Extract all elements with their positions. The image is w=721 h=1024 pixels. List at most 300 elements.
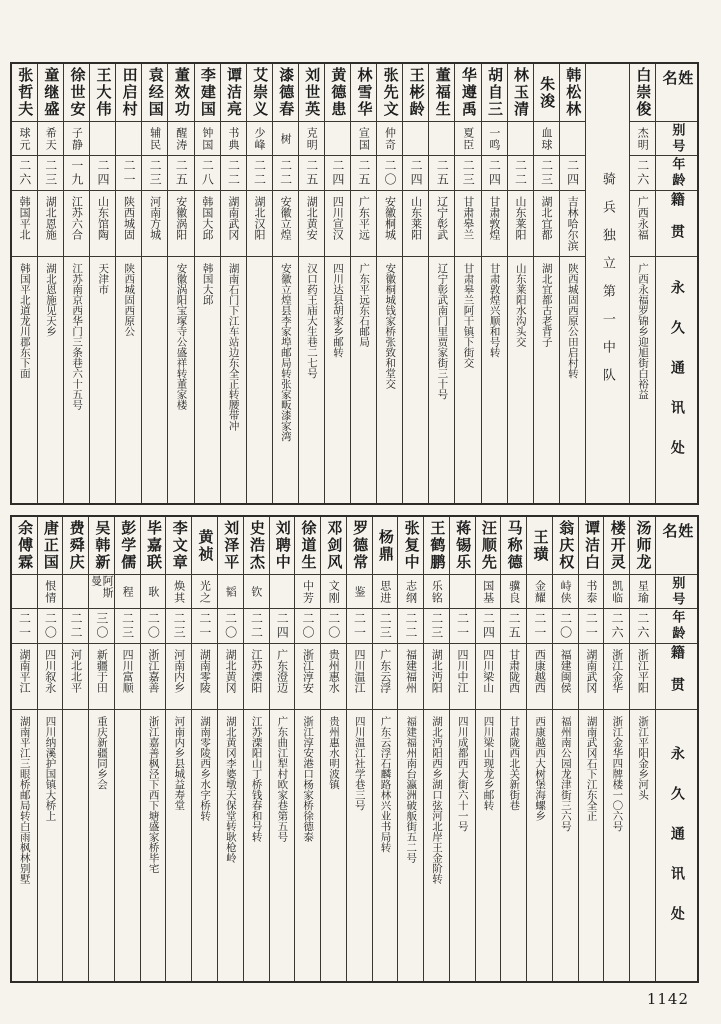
- person-name-cell: 王鹤鹏: [424, 517, 449, 575]
- person-address-cell: 天津市: [97, 263, 110, 295]
- person-address-cell: 湖南石门下江车站边东全正转腰带冲: [227, 263, 240, 431]
- person-address-cell: 湖北宜都古老背子: [540, 263, 553, 347]
- person-name-cell: 徐道生: [295, 517, 320, 575]
- person-age-cell: 二一: [192, 609, 217, 644]
- person-name-cell: 刘聘中: [270, 517, 295, 575]
- person-age-cell: 二四: [482, 156, 507, 191]
- person-name-cell: 吴韩新: [89, 517, 114, 575]
- person-address-cell: 浙江平阳金乡河头: [637, 716, 650, 800]
- person-column: [89, 64, 115, 503]
- person-name-cell: 张复中: [398, 517, 423, 575]
- person-address-cell: 陕西城固西原公: [123, 263, 136, 337]
- person-name-cell: 蒋锡乐: [450, 517, 475, 575]
- person-native-cell: 浙江平阳: [630, 644, 655, 710]
- person-alias-cell: 国基: [476, 575, 501, 609]
- person-alias-cell: 树: [273, 122, 298, 156]
- person-age-cell: 二五: [351, 156, 376, 191]
- person-age-cell: 二三: [166, 609, 191, 644]
- person-column: [62, 517, 88, 981]
- person-age-cell: 二六: [12, 156, 37, 191]
- person-address-cell: 四川成都西大街六十一号: [456, 716, 469, 832]
- person-native-cell: 山东馆陶: [90, 191, 115, 257]
- person-name-cell: 袁经国: [142, 64, 167, 122]
- person-address-cell: 广西永福罗锦乡迎旭街白裕益: [636, 263, 649, 400]
- person-native-cell: 吉林哈尔滨: [560, 191, 585, 257]
- person-age-cell: 二五: [429, 156, 454, 191]
- person-name-cell: 史浩杰: [244, 517, 269, 575]
- person-name-cell: 董福生: [429, 64, 454, 122]
- person-name-cell: 漆德春: [273, 64, 298, 122]
- person-native-cell: 韩国大邱: [195, 191, 220, 257]
- person-name-cell: 林雪华: [351, 64, 376, 122]
- person-age-cell: 二四: [90, 156, 115, 191]
- person-alias-cell: 克明: [299, 122, 324, 156]
- person-column: [220, 64, 246, 503]
- person-address-cell: [403, 257, 428, 503]
- person-column: [294, 517, 320, 981]
- person-name-cell: 楼开灵: [604, 517, 629, 575]
- person-address-cell: 四川纳溪护国镇大桥上: [44, 716, 57, 821]
- person-address-cell: 广东平远东石邮局: [358, 263, 371, 347]
- person-name-cell: 彭学儒: [115, 517, 140, 575]
- person-alias-cell: 少峰: [247, 122, 272, 156]
- person-age-cell: 二三: [38, 156, 63, 191]
- person-alias-cell: 杰明: [630, 122, 655, 156]
- person-native-cell: 韩国平北: [12, 191, 37, 257]
- page-number: 1142: [646, 990, 689, 1008]
- person-column: [12, 517, 37, 981]
- person-address-cell: 四川梁山现龙乡邮转: [482, 716, 495, 811]
- person-address-cell: 贵州惠水明波镇: [327, 716, 340, 790]
- person-age-cell: 二五: [168, 156, 193, 191]
- person-column: [37, 517, 63, 981]
- person-alias-cell: 希天: [38, 122, 63, 156]
- person-native-cell: 湖南武冈: [221, 191, 246, 257]
- person-address-cell: 山东莱阳水沟头交: [514, 263, 527, 347]
- person-address-cell: 四川温江社学巷三号: [353, 716, 366, 811]
- person-name-cell: 王璜: [527, 517, 552, 575]
- person-age-cell: 二〇: [218, 609, 243, 644]
- person-name-cell: 徐世安: [64, 64, 89, 122]
- person-name-cell: 艾崇义: [247, 64, 272, 122]
- person-column: [603, 517, 629, 981]
- person-address-cell: 浙江嘉善枫泾下西下塘盛家桥毕宅: [147, 716, 160, 874]
- person-alias-cell: 书典: [221, 122, 246, 156]
- person-name-cell: 田启村: [116, 64, 141, 122]
- person-native-cell: 江苏六合: [64, 191, 89, 257]
- person-address-cell: 福建福州南台瀛洲破舨街五二号: [405, 716, 418, 863]
- person-column: [449, 517, 475, 981]
- person-column: [243, 517, 269, 981]
- person-address-cell: 安徽涡阳宝塚寺公盛祥转董家楼: [175, 263, 188, 410]
- person-native-cell: 甘肃皋兰: [455, 191, 480, 257]
- person-alias-cell: [429, 122, 454, 156]
- person-age-cell: 二八: [195, 156, 220, 191]
- person-alias-cell: 志纲: [398, 575, 423, 609]
- person-alias-cell: [560, 122, 585, 156]
- person-address-cell: [63, 710, 88, 981]
- header-name-label: 姓名: [656, 517, 697, 575]
- person-name-cell: 唐正国: [38, 517, 63, 575]
- person-column: [526, 517, 552, 981]
- person-address-cell: 甘肃皋兰阿干镇下街交: [462, 263, 475, 368]
- person-alias-cell: 宣国: [351, 122, 376, 156]
- person-native-cell: 湖南武冈: [579, 644, 604, 710]
- person-alias-cell: 光之: [192, 575, 217, 609]
- person-age-cell: 一九: [64, 156, 89, 191]
- person-age-cell: 二六: [630, 156, 655, 191]
- person-alias-cell: [12, 575, 37, 609]
- person-address-cell: 韩国平北道龙川郡东下面: [18, 263, 31, 379]
- header-address-label: 永久通讯处: [668, 280, 685, 480]
- person-native-cell: 新疆于田: [89, 644, 114, 710]
- person-alias-cell: 思进: [373, 575, 398, 609]
- person-alias-cell: 血球: [534, 122, 559, 156]
- header-name-label: 姓名: [656, 64, 697, 122]
- person-address-cell: 湖北黄冈李婆墩天保堂转耿枪岭: [224, 716, 237, 863]
- person-name-cell: 李建国: [195, 64, 220, 122]
- person-age-cell: 二四: [403, 156, 428, 191]
- person-age-cell: 二〇: [141, 609, 166, 644]
- person-age-cell: 二三: [142, 156, 167, 191]
- person-name-cell: 余傅霖: [12, 517, 37, 575]
- person-native-cell: 河南内乡: [166, 644, 191, 710]
- person-age-cell: 二二: [273, 156, 298, 191]
- person-address-cell: 湖南平江三眼桥邮局转白雨枫林别墅: [18, 716, 31, 884]
- person-alias-cell: 辅民: [142, 122, 167, 156]
- person-name-cell: 韩松林: [560, 64, 585, 122]
- person-alias-cell: 耿: [141, 575, 166, 609]
- person-name-cell: 谭洁亮: [221, 64, 246, 122]
- person-alias-cell: [325, 122, 350, 156]
- person-name-cell: 黄德患: [325, 64, 350, 122]
- person-alias-cell: 子静: [64, 122, 89, 156]
- person-name-cell: 翁庆权: [553, 517, 578, 575]
- person-age-cell: 二一: [579, 609, 604, 644]
- person-address-cell: 广东曲江犁村欧家巷第五号: [276, 716, 289, 842]
- person-address-cell: 四川达县胡家乡邮转: [332, 263, 345, 358]
- person-column: [559, 64, 585, 503]
- person-name-cell: 林玉清: [508, 64, 533, 122]
- person-alias-cell: 峙侠: [553, 575, 578, 609]
- person-age-cell: 二三: [534, 156, 559, 191]
- person-alias-cell: [403, 122, 428, 156]
- person-column: [629, 517, 655, 981]
- person-age-cell: 二二: [398, 609, 423, 644]
- roster-table-bottom: [10, 515, 699, 983]
- person-name-cell: 胡自三: [482, 64, 507, 122]
- person-name-cell: 汤师龙: [630, 517, 655, 575]
- person-native-cell: 湖南零陵: [192, 644, 217, 710]
- person-column: [507, 64, 533, 503]
- person-address-cell: 陕西城固西原公田启村转: [566, 263, 579, 379]
- person-native-cell: 湖北宜都: [534, 191, 559, 257]
- person-name-cell: 朱浚: [534, 64, 559, 122]
- person-alias-cell: 钦: [244, 575, 269, 609]
- person-alias-cell: [508, 122, 533, 156]
- person-name-cell: 谭洁白: [579, 517, 604, 575]
- person-column: [629, 64, 655, 503]
- person-column: [533, 64, 559, 503]
- person-alias-cell: 醒涛: [168, 122, 193, 156]
- person-age-cell: 二三: [115, 609, 140, 644]
- person-native-cell: 安徽立煌: [273, 191, 298, 257]
- person-age-cell: 二〇: [553, 609, 578, 644]
- person-column: [481, 64, 507, 503]
- person-native-cell: 湖北沔阳: [424, 644, 449, 710]
- person-address-cell: [247, 257, 272, 503]
- person-native-cell: 山东莱阳: [508, 191, 533, 257]
- person-native-cell: 四川宣汉: [325, 191, 350, 257]
- person-address-cell: 汉口药王庙大生巷二七号: [305, 263, 318, 379]
- person-column: [194, 64, 220, 503]
- person-age-cell: 二二: [247, 156, 272, 191]
- person-alias-cell: 球元: [12, 122, 37, 156]
- person-age-cell: 二二: [221, 156, 246, 191]
- person-column: [246, 64, 272, 503]
- person-alias-cell: 骥良: [501, 575, 526, 609]
- person-column: [372, 517, 398, 981]
- person-native-cell: 辽宁彰武: [429, 191, 454, 257]
- person-alias-cell: 夏臣: [455, 122, 480, 156]
- person-alias-cell: 乐铭: [424, 575, 449, 609]
- person-alias-cell: 文刚: [321, 575, 346, 609]
- person-native-cell: 甘肃敦煌: [482, 191, 507, 257]
- person-native-cell: 安徽桐城: [377, 191, 402, 257]
- person-native-cell: 浙江淳安: [295, 644, 320, 710]
- person-address-cell: [142, 257, 167, 503]
- person-column: [165, 517, 191, 981]
- person-name-cell: 李文章: [166, 517, 191, 575]
- person-alias-cell: 程: [115, 575, 140, 609]
- person-column: [298, 64, 324, 503]
- person-age-cell: 二四: [560, 156, 585, 191]
- person-age-cell: 二六: [604, 609, 629, 644]
- person-address-cell: 湖北沔阳西乡湖口弦河北岸王金阶转: [431, 716, 443, 884]
- person-address-cell: 重庆新疆同乡会: [96, 716, 109, 790]
- field-header-column: [655, 64, 697, 503]
- roster-table-top: [10, 62, 699, 505]
- person-native-cell: 山东莱阳: [403, 191, 428, 257]
- header-age-label: 年龄: [656, 156, 697, 191]
- person-column: [269, 517, 295, 981]
- person-column: [88, 517, 114, 981]
- person-age-cell: 二〇: [321, 609, 346, 644]
- header-alias-label: 别号: [656, 575, 697, 609]
- person-address-cell: 湖南零陵西乡水字桥转: [199, 716, 212, 821]
- person-alias-cell: [116, 122, 141, 156]
- person-column: [217, 517, 243, 981]
- person-column: [346, 517, 372, 981]
- person-native-cell: 四川梁山: [476, 644, 501, 710]
- person-alias-cell: 金耀: [527, 575, 552, 609]
- person-age-cell: 二六: [630, 609, 655, 644]
- person-alias-cell: 星瑜: [630, 575, 655, 609]
- person-address-cell: 湖南武冈石下江东全正: [585, 716, 598, 821]
- person-native-cell: 西康越西: [527, 644, 552, 710]
- person-column: [552, 517, 578, 981]
- header-address-label: 永久通讯处: [668, 745, 685, 946]
- header-native-label: 籍贯: [656, 644, 697, 710]
- person-address-cell: 湖北恩施见天乡: [45, 263, 57, 337]
- person-native-cell: 贵州惠水: [321, 644, 346, 710]
- person-name-cell: 罗德常: [347, 517, 372, 575]
- person-alias-cell: [90, 122, 115, 156]
- person-alias-cell: [450, 575, 475, 609]
- person-native-cell: 广西永福: [630, 191, 655, 257]
- person-alias-cell: 中芳: [295, 575, 320, 609]
- person-age-cell: 二一: [12, 609, 37, 644]
- person-native-cell: 四川中江: [450, 644, 475, 710]
- person-age-cell: 二〇: [377, 156, 402, 191]
- person-name-cell: 马称德: [501, 517, 526, 575]
- person-address-cell: 广东云浮石麟路林兴业书局转: [379, 716, 392, 853]
- person-name-cell: 费舜庆: [63, 517, 88, 575]
- person-name-cell: 白崇俊: [630, 64, 655, 122]
- person-native-cell: 甘肃陇西: [501, 644, 526, 710]
- person-native-cell: 福建福州: [398, 644, 423, 710]
- person-address-cell: 福州南公园龙津街三六号: [559, 716, 572, 832]
- unit-designation-column: [585, 64, 629, 503]
- person-name-cell: 汪顺先: [476, 517, 501, 575]
- person-column: [475, 517, 501, 981]
- person-column: [578, 517, 604, 981]
- person-alias-cell: 钟国: [195, 122, 220, 156]
- person-age-cell: 二二: [63, 609, 88, 644]
- person-column: [115, 64, 141, 503]
- person-alias-cell: 鉴: [347, 575, 372, 609]
- person-column: [114, 517, 140, 981]
- person-alias-cell: 恨情: [38, 575, 63, 609]
- person-name-cell: 王大伟: [90, 64, 115, 122]
- person-column: [428, 64, 454, 503]
- person-address-cell: 安徽立煌县李家埠邮局转张家畈漆家湾: [279, 263, 292, 442]
- person-column: [140, 517, 166, 981]
- header-native-label: 籍贯: [656, 191, 697, 257]
- person-column: [37, 64, 63, 503]
- person-address-cell: 甘肃陇西北关新街巷: [508, 716, 521, 811]
- person-column: [167, 64, 193, 503]
- person-native-cell: 四川温江: [347, 644, 372, 710]
- person-native-cell: 浙江金华: [604, 644, 629, 710]
- person-native-cell: 陕西城固: [116, 191, 141, 257]
- person-column: [191, 517, 217, 981]
- person-age-cell: 二五: [501, 609, 526, 644]
- person-name-cell: 刘泽平: [218, 517, 243, 575]
- person-native-cell: 湖北汉阳: [247, 191, 272, 257]
- person-native-cell: 湖北恩施: [38, 191, 63, 257]
- person-age-cell: 二二: [508, 156, 533, 191]
- person-age-cell: 二一: [347, 609, 372, 644]
- person-alias-cell: 凯临: [604, 575, 629, 609]
- person-address-cell: 浙江金华四牌楼一〇六号: [611, 716, 624, 832]
- person-address-cell: 甘肃敦煌兴顺和号转: [488, 263, 501, 358]
- person-column: [141, 64, 167, 503]
- person-age-cell: 二一: [116, 156, 141, 191]
- person-address-cell: 河南内乡县城益寿堂: [173, 716, 186, 811]
- person-native-cell: 湖北黄安: [299, 191, 324, 257]
- person-alias-cell: [270, 575, 295, 609]
- person-address-cell: 江苏溧阳山丁桥钱春和号转: [250, 716, 263, 842]
- unit-designation-label: 骑兵独立第一中队: [599, 171, 615, 396]
- person-age-cell: 二〇: [295, 609, 320, 644]
- person-name-cell: 毕嘉联: [141, 517, 166, 575]
- person-native-cell: 湖南平江: [12, 644, 37, 710]
- person-native-cell: 浙江嘉善: [141, 644, 166, 710]
- person-age-cell: 二一: [527, 609, 552, 644]
- person-alias-cell: 书泰: [579, 575, 604, 609]
- person-age-cell: 二〇: [38, 609, 63, 644]
- person-address-cell: 辽宁彰武南门里贾家街三十号: [436, 263, 449, 400]
- field-header-column: [655, 517, 697, 981]
- person-age-cell: 二五: [299, 156, 324, 191]
- person-column: [423, 517, 449, 981]
- person-column: [272, 64, 298, 503]
- person-native-cell: 湖北黄冈: [218, 644, 243, 710]
- person-column: [63, 64, 89, 503]
- person-name-cell: 张哲夫: [12, 64, 37, 122]
- person-column: [324, 64, 350, 503]
- person-native-cell: 四川富顺: [115, 644, 140, 710]
- person-column: [397, 517, 423, 981]
- person-native-cell: 广东云浮: [373, 644, 398, 710]
- person-native-cell: 河南方城: [142, 191, 167, 257]
- person-address-cell: 江苏南京西华门三条巷六十五号: [71, 263, 84, 410]
- person-native-cell: 江苏溧阳: [244, 644, 269, 710]
- person-alias-cell: 韬: [218, 575, 243, 609]
- person-native-cell: 福建闽侯: [553, 644, 578, 710]
- person-column: [402, 64, 428, 503]
- person-age-cell: 二三: [424, 609, 449, 644]
- person-age-cell: 二四: [270, 609, 295, 644]
- person-alias-cell: 仲奇: [377, 122, 402, 156]
- person-name-cell: 王彬龄: [403, 64, 428, 122]
- person-alias-cell: 焕其: [166, 575, 191, 609]
- person-age-cell: 二二: [244, 609, 269, 644]
- person-age-cell: 三〇: [89, 609, 114, 644]
- person-name-cell: 杨鼎: [373, 517, 398, 575]
- person-name-cell: 张先文: [377, 64, 402, 122]
- person-name-cell: 黄祯: [192, 517, 217, 575]
- person-address-cell: 浙江淳安港口杨家桥徐德泰: [302, 716, 315, 842]
- person-column: [376, 64, 402, 503]
- person-native-cell: 河北北平: [63, 644, 88, 710]
- person-column: [500, 517, 526, 981]
- person-name-cell: 董效功: [168, 64, 193, 122]
- person-native-cell: 广东澄迈: [270, 644, 295, 710]
- header-alias-label: 别号: [656, 122, 697, 156]
- person-column: [320, 517, 346, 981]
- person-age-cell: 二四: [476, 609, 501, 644]
- person-age-cell: 二三: [373, 609, 398, 644]
- person-alias-cell: 一鸣: [482, 122, 507, 156]
- header-age-label: 年龄: [656, 609, 697, 644]
- person-native-cell: 安徽涡阳: [168, 191, 193, 257]
- person-column: [12, 64, 37, 503]
- person-address-cell: 西康越西大树堡海螺乡: [534, 716, 547, 821]
- person-native-cell: 广东平远: [351, 191, 376, 257]
- person-name-cell: 童继盛: [38, 64, 63, 122]
- person-address-cell: 韩国大邱: [201, 263, 214, 305]
- person-name-cell: 华遵禹: [455, 64, 480, 122]
- person-native-cell: 四川叙永: [38, 644, 63, 710]
- person-alias-cell: [63, 575, 88, 609]
- person-name-cell: 邓剑风: [321, 517, 346, 575]
- person-address-cell: 安徽桐城钱家桥张致和堂交: [384, 263, 397, 389]
- person-address-cell: [115, 710, 140, 981]
- person-column: [350, 64, 376, 503]
- person-age-cell: 二一: [450, 609, 475, 644]
